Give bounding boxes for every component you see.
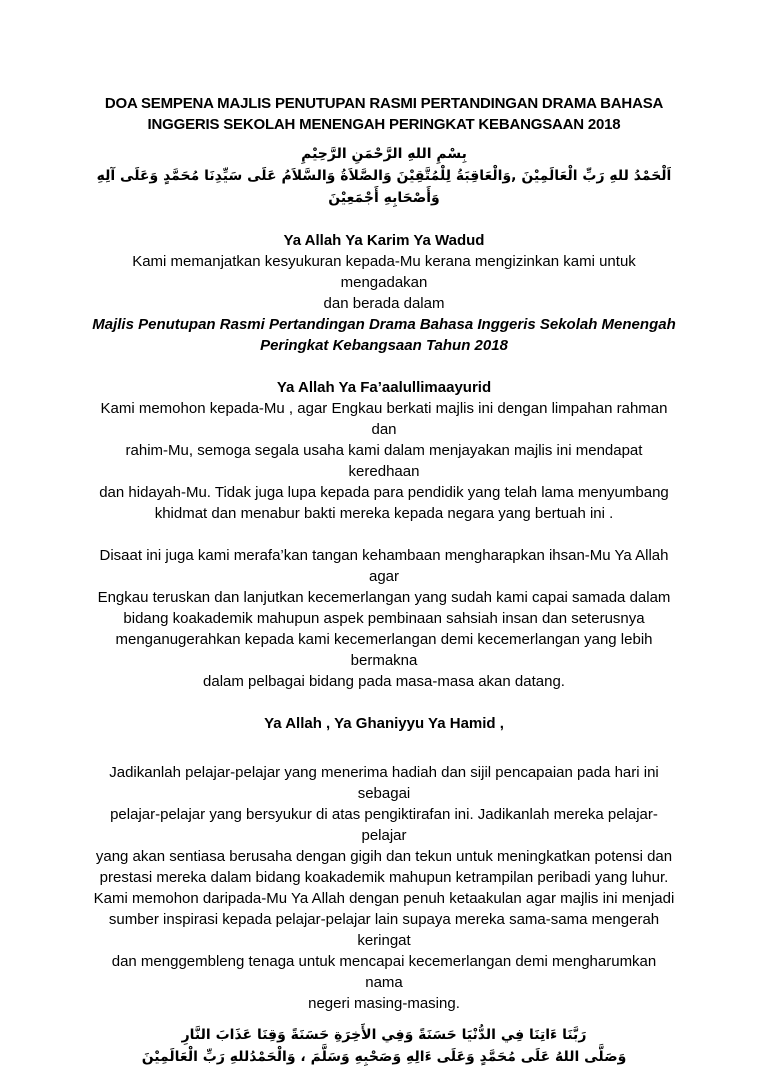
paragraph-line: dan menggembleng tenaga untuk mencapai kecemerlangan demi mengharumkan nama [111,953,657,991]
blessing-paragraph [92,398,676,524]
hope-paragraph [92,545,676,692]
paragraph-line: Jadikanlah pelajar-pelajar yang menerima hadiah dan sijil pencapaian pada hari ini sebagai [109,764,659,802]
paragraph-line: prestasi mereka dalam bidang koakademik mahupun ketrampilan peribadi yang luhur. [99,869,669,886]
emphasis-line: Peringkat Kebangsaan Tahun 2018 [260,337,508,354]
basmala: بِسْمِ اللهِ الرَّحْمَنِ الرَّحِيْمِ [301,146,467,162]
paragraph-line: Kami memohon kepada-Mu , agar Engkau berkati majlis ini dengan limpahan rahman dan [100,400,668,438]
document-page [92,93,676,1068]
section-heading-ghaniyyu: Ya Allah , Ya Ghaniyyu Ya Hamid , [264,715,504,732]
title-line: DOA SEMPENA MAJLIS PENUTUPAN RASMI PERTANDINGAN DRAMA BAHASA [104,95,664,112]
event-name-emphasis [92,314,676,356]
paragraph-line: pelajar-pelajar yang bersyukur di atas pengiktirafan ini. Jadikanlah mereka pelajar-pelajar [110,806,658,844]
paragraph-line: sumber inspirasi kepada pelajar-pelajar lain supaya mereka sama-sama mengerah keringat [108,911,660,949]
arabic-closing-prayer [92,1024,676,1068]
arabic-opening-prayer [92,143,676,209]
arabic-line: وَصَلَّى اللهُ عَلَى مُحَمَّدٍ وَعَلَى ءَالِهِ وَصَحْبِهِ وَسَلَّمَ ، وَالْحَمْدُللهِ رَبِّ الْعَالَمِيْنَ [141,1049,627,1065]
arabic-line: رَبَّنَا ءَاتِنَا فِي الدُّنْيَا حَسَنَةً وَفِي الأَخِرَةِ حَسَنَةً وَقِنَا عَذَابَ النَّارِ [181,1027,587,1043]
students-paragraph [92,762,676,1014]
section-heading-karim: Ya Allah Ya Karim Ya Wadud [283,232,485,249]
paragraph-line: dan hidayah-Mu. Tidak juga lupa kepada para pendidik yang telah lama menyumbang [99,484,669,501]
paragraph-line: Kami memanjatkan kesyukuran kepada-Mu kerana mengizinkan kami untuk mengadakan [132,253,636,291]
document-title [92,93,676,135]
paragraph-line: khidmat dan menabur bakti mereka kepada negara yang bertuah ini . [154,505,614,522]
arabic-line: وَأَصْحَابِهِ أَجْمَعِيْنَ [328,190,440,206]
thanks-paragraph [92,251,676,314]
paragraph-line: bidang koakademik mahupun aspek pembinaan sahsiah insan dan seterusnya [123,610,645,627]
paragraph-line: yang akan sentiasa berusaha dengan gigih dan tekun untuk meningkatkan potensi dan [95,848,673,865]
paragraph-line: menganugerahkan kepada kami kecemerlangan demi kecemerlangan yang lebih bermakna [115,631,653,669]
paragraph-line: rahim-Mu, semoga segala usaha kami dalam menjayakan majlis ini mendapat keredhaan [125,442,643,480]
emphasis-line: Majlis Penutupan Rasmi Pertandingan Drama Bahasa Inggeris Sekolah Menengah [92,316,676,333]
arabic-line: اَلْحَمْدُ للهِ رَبِّ الْعَالَمِيْنَ ,وَالْعَاقِبَةُ لِلْمُتَّقِيْنَ وَالصَّلاَةُ وَالسَّلاَمُ عَلَى سَيِّدِنَا مُحَمَّدٍ وَعَلَى آلِهِ [96,168,672,184]
paragraph-line: Kami memohon daripada-Mu Ya Allah dengan penuh ketaakulan agar majlis ini menjadi [93,890,675,907]
section-heading-faaalullimaayurid: Ya Allah Ya Fa’aalullimaayurid [276,379,492,396]
paragraph-line: Disaat ini juga kami merafa’kan tangan kehambaan mengharapkan ihsan-Mu Ya Allah agar [99,547,669,585]
paragraph-line: Engkau teruskan dan lanjutkan kecemerlangan yang sudah kami capai samada dalam [97,589,671,606]
paragraph-line: negeri masing-masing. [308,995,460,1012]
paragraph-line: dan berada dalam [323,295,445,312]
paragraph-line: dalam pelbagai bidang pada masa-masa akan datang. [203,673,565,690]
title-line: INGGERIS SEKOLAH MENENGAH PERINGKAT KEBANGSAAN 2018 [147,116,621,133]
